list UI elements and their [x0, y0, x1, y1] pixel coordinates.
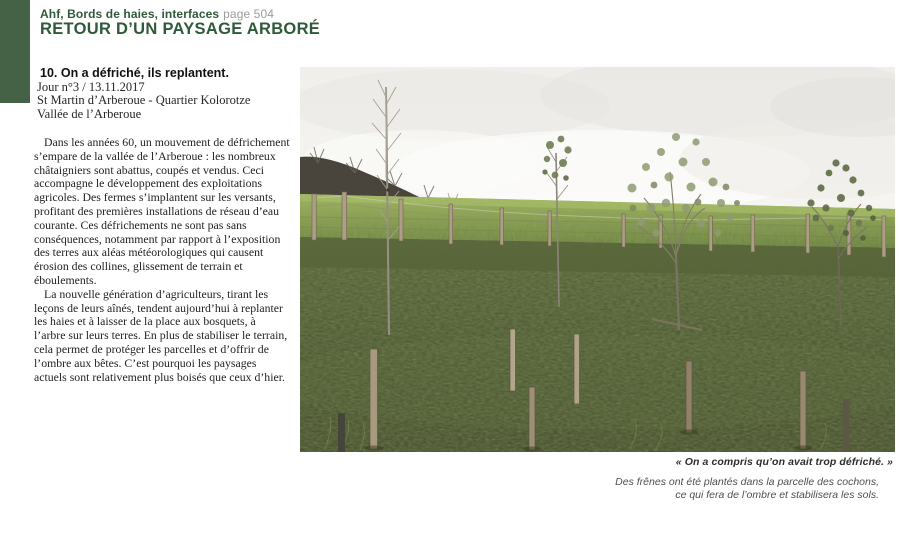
breadcrumb — [40, 7, 274, 21]
meta-line-place: St Martin d’Arberoue - Quartier Kolorotze — [37, 93, 251, 108]
field-photo-illustration — [300, 67, 895, 452]
article-body — [34, 136, 290, 384]
photo-caption-text — [615, 476, 879, 502]
body-paragraph: La nouvelle génération d’agriculteurs, tirant les leçons de leurs aînés, tendent aujourd’hui à replanter les haies et à laisser de la place aux bosquets, à l’arbre sur leurs terres. En plus de stabiliser le terrain, cela permet de protéger les parcelles et d’offrir de l’ombre aux bêtes. C’est pourquoi les paysages actuels sont relativement plus boisés que ceux d’hier. — [34, 286, 288, 384]
photo-captions — [615, 456, 893, 502]
photo-caption-quote: « On a compris qu’on avait trop défriché. » — [675, 456, 893, 468]
kicker-title: Ahf, Bords de haies, interfaces — [40, 7, 220, 21]
caption-line: Des frênes ont été plantés dans la parcelle des cochons, — [615, 476, 879, 488]
meta-line-valley: Vallée de l’Arberoue — [37, 106, 142, 121]
caption-line: ce qui fera de l’ombre et stabilisera les sols. — [675, 489, 879, 501]
body-paragraph: Dans les années 60, un mouvement de défrichement s’empare de la vallée de l’Arberoue : les nombreux châtaigniers sont abattus, coupés et vendus. Ceci accompagne le développement des exploitations agricoles. Des fermes s’implantent sur les versants, profitant des premières installations de réseau d’eau courante. Ces défrichements ne sont pas sans conséquences, notamment par rapport à l’exposition des terres aux aléas météorologiques qui causent érosion des collines, glissement de terrain et éboulements. — [34, 135, 290, 287]
article-heading: 10. On a défriché, ils replantent. — [40, 66, 229, 80]
field-photo — [300, 67, 895, 452]
page-title: RETOUR D’UN PAYSAGE ARBORÉ — [40, 20, 321, 38]
article-meta — [37, 81, 250, 121]
meta-line-date: Jour n°3 / 13.11.2017 — [37, 80, 145, 94]
header-accent-block — [0, 0, 30, 103]
page-number: page 504 — [223, 7, 275, 21]
